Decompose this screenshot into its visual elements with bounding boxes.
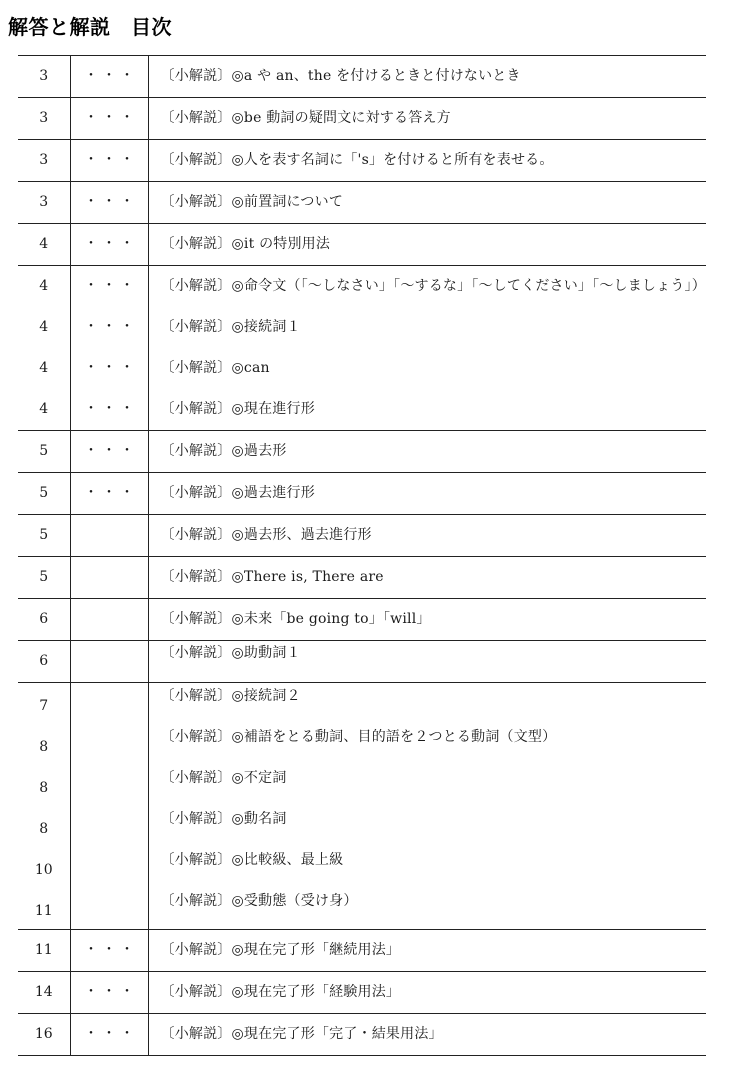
leader-dots <box>71 599 148 640</box>
toc-entry: 〔小解説〕◎未来「be going to」「will」 <box>160 611 431 627</box>
leader-dots: ・・・ <box>84 194 138 210</box>
leader-dots-cell <box>70 98 148 140</box>
toc-entry: 〔小解説〕◎不定詞 <box>160 770 287 786</box>
leader-dots: ・・・ <box>84 110 138 126</box>
page-number: 4 <box>39 360 49 376</box>
entry-title-cell <box>148 224 706 266</box>
leader-dots: ・・・ <box>84 68 138 84</box>
leader-dots-cell <box>70 515 148 557</box>
toc-entry: 〔小解説〕◎現在完了形「継続用法」 <box>160 942 401 958</box>
page-number-cell <box>18 98 70 140</box>
page-number: 5 <box>39 527 49 543</box>
page-number: 5 <box>39 569 49 585</box>
toc-entry: 〔小解説〕◎a や an、the を付けるときと付けないとき <box>160 68 521 84</box>
toc-entry: 〔小解説〕◎過去進行形 <box>160 485 315 501</box>
toc-entry: 〔小解説〕◎接続詞２ <box>160 688 301 704</box>
leader-dots-cell <box>70 266 148 431</box>
entry-title-cell <box>148 972 706 1014</box>
page-number: 3 <box>39 68 49 84</box>
leader-dots <box>71 806 148 847</box>
leader-dots: ・・・ <box>84 443 138 459</box>
entry-title-cell <box>148 431 706 473</box>
leader-dots-cell <box>70 599 148 641</box>
page-number-cell <box>18 930 70 972</box>
leader-dots: ・・・ <box>84 319 138 335</box>
toc-entry: 〔小解説〕◎過去形 <box>160 443 287 459</box>
toc-entry: 〔小解説〕◎助動詞１ <box>160 645 301 661</box>
table-row <box>18 56 706 98</box>
leader-dots: ・・・ <box>84 278 138 294</box>
toc-entry: 〔小解説〕◎命令文（「～しなさい」「～するな」「～してください」「～しましょう」） <box>160 278 706 294</box>
entry-title-cell <box>148 56 706 98</box>
leader-dots <box>71 557 148 598</box>
page-number-cell <box>18 431 70 473</box>
table-row <box>18 599 706 641</box>
leader-dots-cell <box>70 972 148 1014</box>
page-number: 11 <box>34 903 53 919</box>
entry-title-cell <box>148 641 706 683</box>
leader-dots-cell <box>70 683 148 930</box>
toc-group <box>18 515 706 557</box>
toc-entry: 〔小解説〕◎can <box>160 360 270 376</box>
entry-title-cell <box>148 515 706 557</box>
page-number-cell <box>18 515 70 557</box>
table-row <box>18 140 706 182</box>
page-number-cell <box>18 473 70 515</box>
table-row <box>18 683 706 930</box>
page-number-cell <box>18 56 70 98</box>
toc-group <box>18 683 706 930</box>
leader-dots: ・・・ <box>84 401 138 417</box>
leader-dots-cell <box>70 1014 148 1056</box>
table-row <box>18 98 706 140</box>
page-number-cell <box>18 266 70 431</box>
page-number: 8 <box>39 821 49 837</box>
entry-title-cell <box>148 557 706 599</box>
leader-dots: ・・・ <box>84 485 138 501</box>
table-row <box>18 972 706 1014</box>
page-number-cell <box>18 1014 70 1056</box>
toc-entry: 〔小解説〕◎be 動詞の疑問文に対する答え方 <box>160 110 451 126</box>
toc-table <box>18 55 706 1056</box>
page-number: 3 <box>39 110 49 126</box>
table-row <box>18 473 706 515</box>
toc-group <box>18 266 706 431</box>
toc-entry: 〔小解説〕◎it の特別用法 <box>160 236 331 252</box>
page-number: 16 <box>34 1026 53 1042</box>
toc-group <box>18 557 706 599</box>
leader-dots-cell <box>70 182 148 224</box>
toc-entry: 〔小解説〕◎There is, There are <box>160 569 384 585</box>
leader-dots <box>71 683 148 724</box>
leader-dots <box>71 765 148 806</box>
toc-group <box>18 473 706 515</box>
page-number-cell <box>18 224 70 266</box>
table-row <box>18 182 706 224</box>
page-number-cell <box>18 972 70 1014</box>
toc-group <box>18 641 706 683</box>
toc-group <box>18 56 706 98</box>
table-row <box>18 224 706 266</box>
leader-dots-cell <box>70 473 148 515</box>
toc-entry: 〔小解説〕◎過去形、過去進行形 <box>160 527 372 543</box>
toc-entry: 〔小解説〕◎人を表す名詞に「's」を付けると所有を表せる。 <box>160 152 554 168</box>
leader-dots: ・・・ <box>84 942 138 958</box>
toc-group <box>18 972 706 1014</box>
table-row <box>18 557 706 599</box>
table-row <box>18 641 706 683</box>
toc-entry: 〔小解説〕◎前置詞について <box>160 194 344 210</box>
leader-dots-cell <box>70 140 148 182</box>
page-number: 5 <box>39 485 49 501</box>
table-row <box>18 515 706 557</box>
page-number: 6 <box>39 611 49 627</box>
page-number: 3 <box>39 152 49 168</box>
toc-entry: 〔小解説〕◎現在進行形 <box>160 401 315 417</box>
toc-entry: 〔小解説〕◎現在完了形「完了・結果用法」 <box>160 1026 443 1042</box>
table-row <box>18 1014 706 1056</box>
page-number: 11 <box>34 942 53 958</box>
toc-group <box>18 140 706 182</box>
leader-dots <box>71 641 148 682</box>
page-number: 14 <box>34 984 53 1000</box>
toc-entry: 〔小解説〕◎接続詞１ <box>160 319 301 335</box>
page-number: 8 <box>39 780 49 796</box>
toc-group <box>18 599 706 641</box>
table-row <box>18 930 706 972</box>
leader-dots: ・・・ <box>84 1026 138 1042</box>
leader-dots-cell <box>70 557 148 599</box>
page-number: 6 <box>39 653 49 669</box>
page-number: 7 <box>39 698 49 714</box>
page-number: 4 <box>39 401 49 417</box>
toc-group <box>18 98 706 140</box>
page-number-cell <box>18 599 70 641</box>
page-number: 5 <box>39 443 49 459</box>
leader-dots: ・・・ <box>84 984 138 1000</box>
leader-dots <box>71 888 148 929</box>
page-number: 3 <box>39 194 49 210</box>
toc-entry: 〔小解説〕◎補語をとる動詞、目的語を２つとる動詞（文型） <box>160 729 557 745</box>
toc-entry: 〔小解説〕◎現在完了形「経験用法」 <box>160 984 401 1000</box>
leader-dots-cell <box>70 431 148 473</box>
leader-dots-cell <box>70 224 148 266</box>
entry-title-cell <box>148 266 706 431</box>
page-number-cell <box>18 140 70 182</box>
leader-dots: ・・・ <box>84 360 138 376</box>
leader-dots <box>71 724 148 765</box>
toc-group <box>18 930 706 972</box>
table-row <box>18 266 706 431</box>
entry-title-cell <box>148 683 706 930</box>
page-number: 4 <box>39 319 49 335</box>
page-number-cell <box>18 182 70 224</box>
page-number: 4 <box>39 278 49 294</box>
leader-dots-cell <box>70 56 148 98</box>
leader-dots <box>71 515 148 556</box>
entry-title-cell <box>148 599 706 641</box>
toc-group <box>18 431 706 473</box>
toc-group <box>18 182 706 224</box>
table-row <box>18 431 706 473</box>
leader-dots-cell <box>70 641 148 683</box>
entry-title-cell <box>148 98 706 140</box>
leader-dots <box>71 847 148 888</box>
entry-title-cell <box>148 473 706 515</box>
toc-entry: 〔小解説〕◎動名詞 <box>160 811 287 827</box>
page-title: 解答と解説 目次 <box>8 15 172 39</box>
page-number-cell <box>18 641 70 683</box>
page-number: 4 <box>39 236 49 252</box>
page-number-cell <box>18 557 70 599</box>
page-number: 10 <box>34 862 53 878</box>
toc-entry: 〔小解説〕◎受動態（受け身） <box>160 893 358 909</box>
entry-title-cell <box>148 930 706 972</box>
leader-dots-cell <box>70 930 148 972</box>
entry-title-cell <box>148 182 706 224</box>
entry-title-cell <box>148 140 706 182</box>
leader-dots: ・・・ <box>84 152 138 168</box>
toc-group <box>18 224 706 266</box>
page-number-cell <box>18 683 70 930</box>
entry-title-cell <box>148 1014 706 1056</box>
leader-dots: ・・・ <box>84 236 138 252</box>
page-number: 8 <box>39 739 49 755</box>
toc-group <box>18 1014 706 1056</box>
toc-entry: 〔小解説〕◎比較級、最上級 <box>160 852 344 868</box>
